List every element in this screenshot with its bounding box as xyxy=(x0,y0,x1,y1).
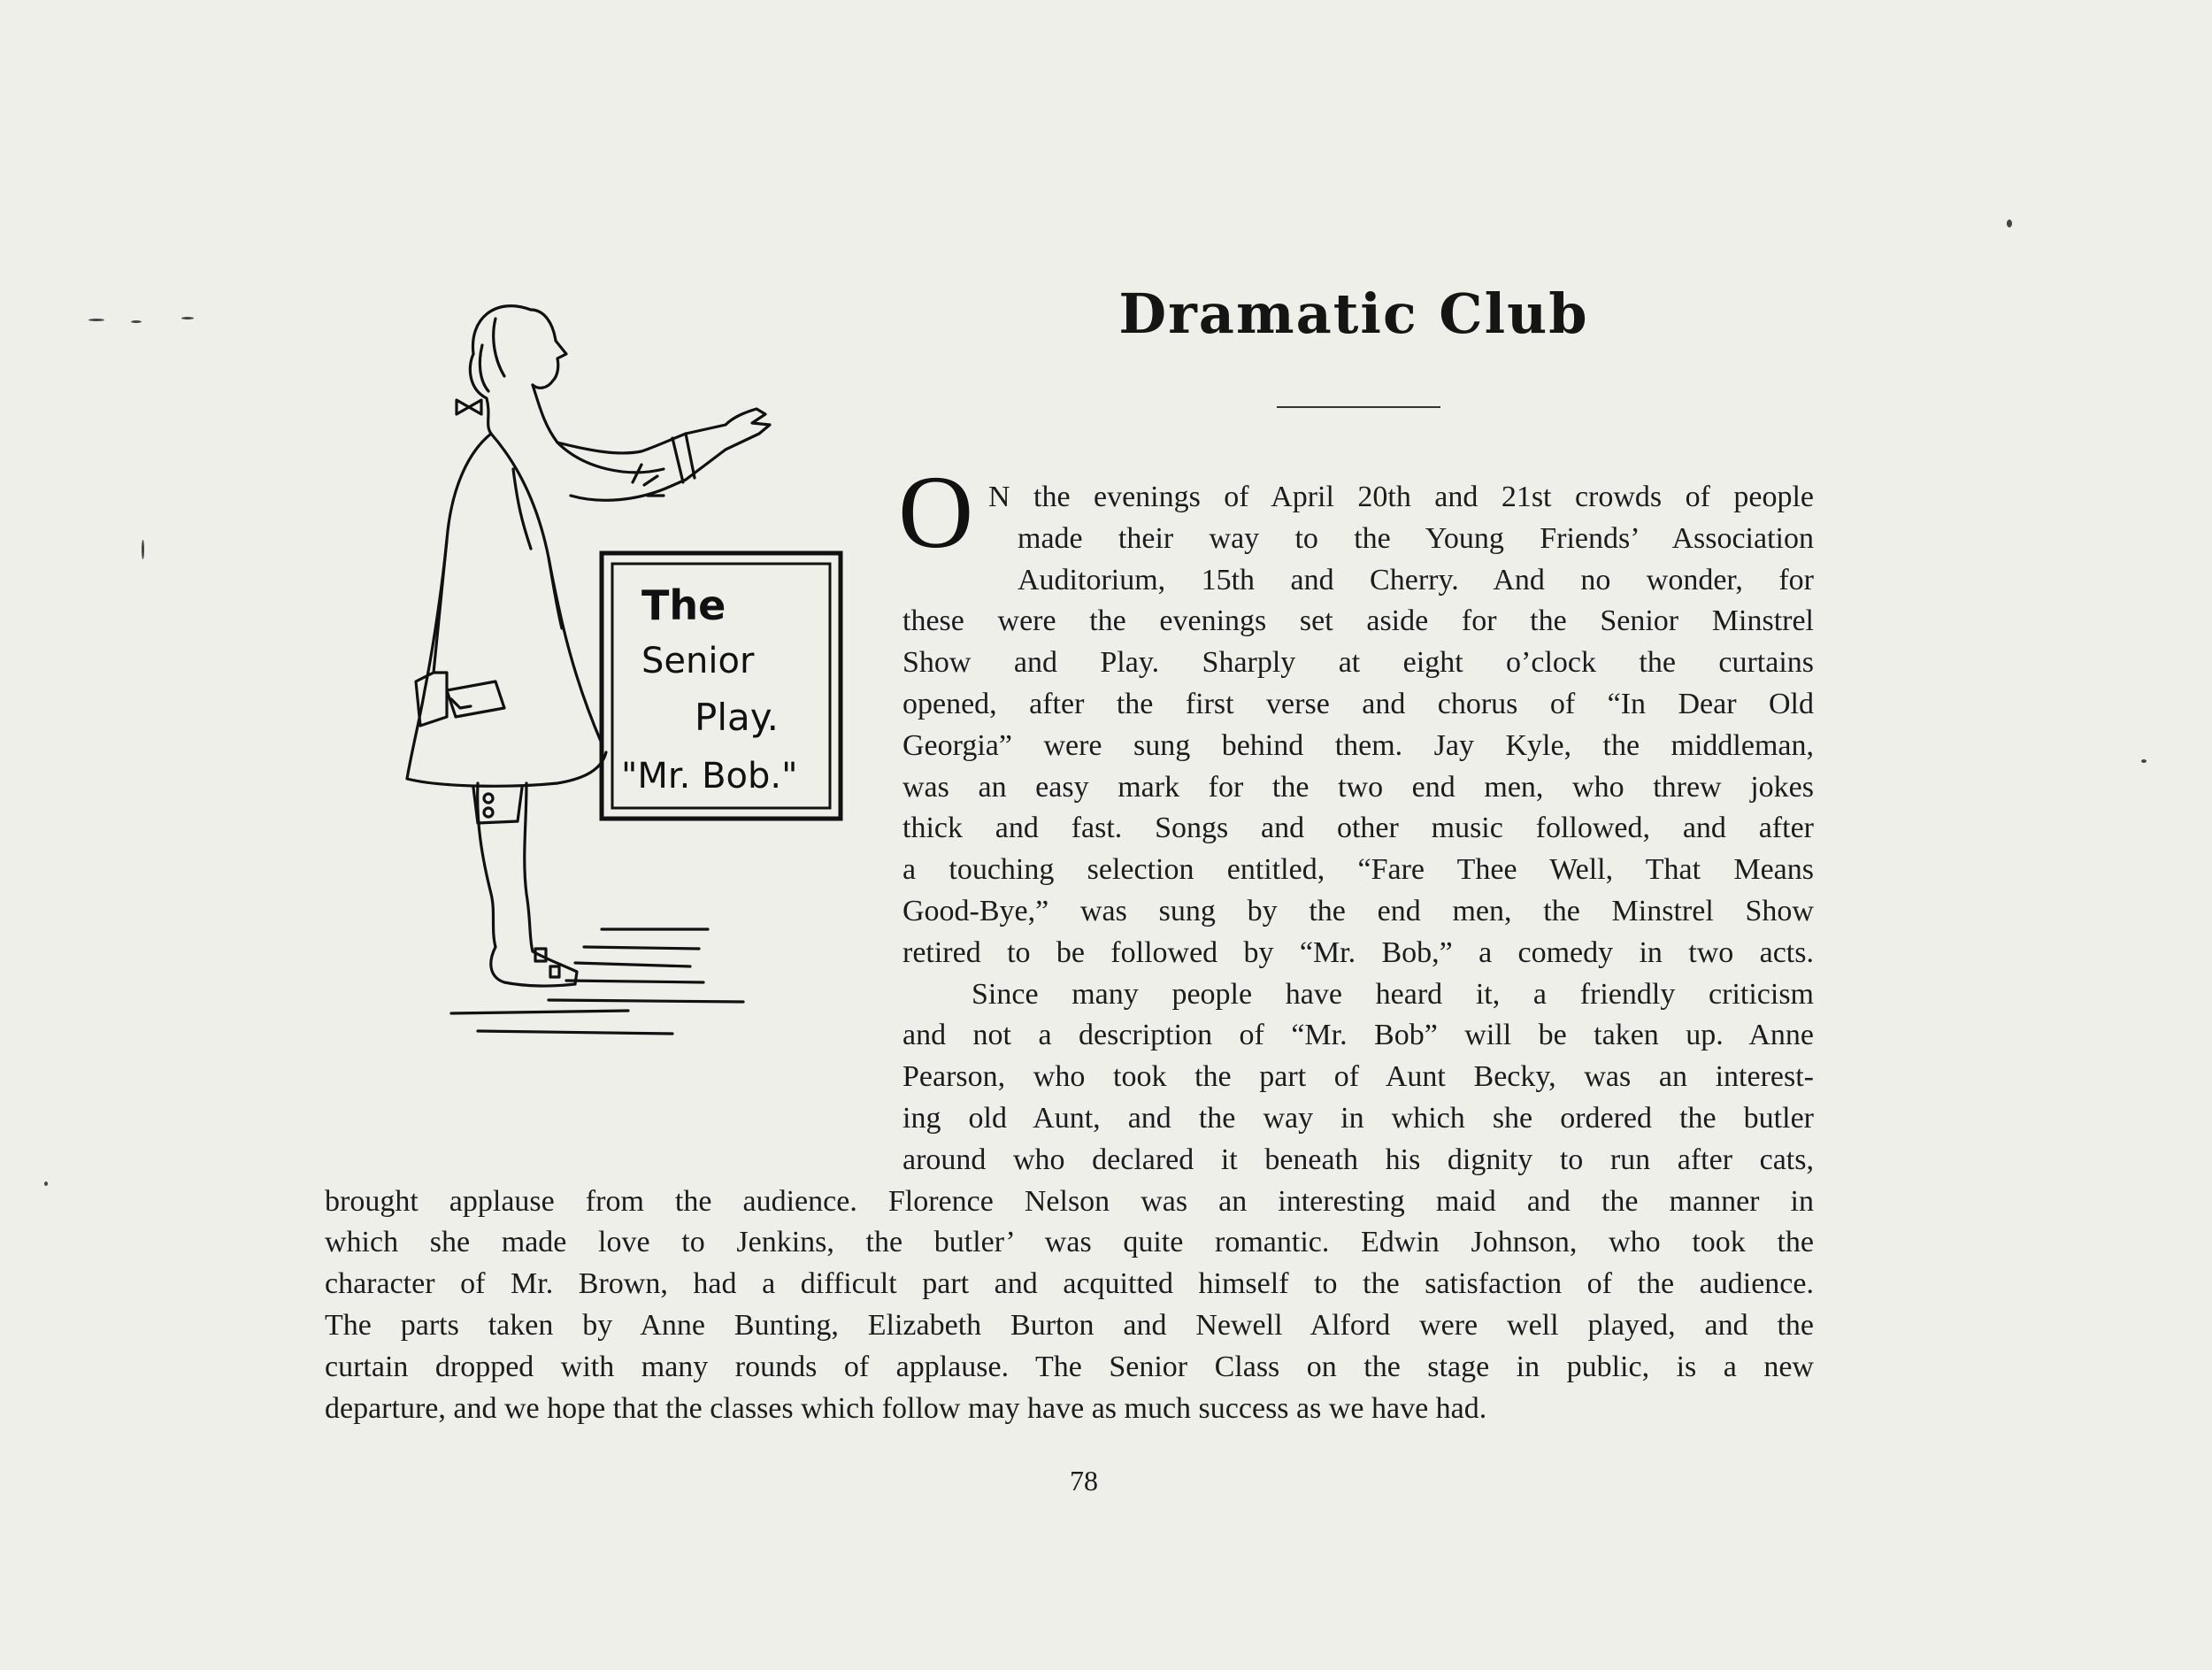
paper-speck xyxy=(2007,219,2012,227)
page-title: Dramatic Club xyxy=(1118,281,1589,346)
text-line: The parts taken by Anne Bunting, Elizabeth Burton and Newell Alford were well played, and the xyxy=(325,1308,1814,1342)
text-line: Pearson, who took the part of Aunt Becky, was an interest- xyxy=(902,1060,1814,1094)
text-line: character of Mr. Brown, had a difficult part and acquitted himself to the satisfaction of the audience. xyxy=(325,1267,1814,1301)
page-number: 78 xyxy=(1070,1465,1098,1497)
article-full-width xyxy=(325,1181,1814,1430)
text-line: ing old Aunt, and the way in which she ordered the butler xyxy=(902,1101,1814,1135)
sign-line-the: The xyxy=(641,581,726,629)
text-line: Georgia” were sung behind them. Jay Kyle, the middleman, xyxy=(902,728,1814,762)
text-line: opened, after the first verse and chorus of “In Dear Old xyxy=(902,687,1814,720)
text-line: was an easy mark for the two end men, who threw jokes xyxy=(902,770,1814,804)
text-line: a touching selection entitled, “Fare Thee Well, That Means xyxy=(902,853,1814,887)
article-opening-2 xyxy=(1018,519,1814,602)
text-line: curtain dropped with many rounds of applause. The Senior Class on the stage in public, is a new xyxy=(325,1350,1814,1383)
paper-speck xyxy=(181,317,194,319)
text-line: Since many people have heard it, a friendly criticism xyxy=(972,977,1814,1011)
text-line: around who declared it beneath his dignity to run after cats, xyxy=(902,1143,1814,1176)
text-line: retired to be followed by “Mr. Bob,” a comedy in two acts. xyxy=(902,935,1814,969)
text-line: these were the evenings set aside for the Senior Minstrel xyxy=(902,604,1814,638)
article-opening xyxy=(988,477,1814,519)
text-line: Auditorium, 15th and Cherry. And no wonder, for xyxy=(1018,563,1814,596)
sign-line-title: "Mr. Bob." xyxy=(621,756,798,797)
text-line: and not a description of “Mr. Bob” will be taken up. Anne xyxy=(902,1019,1814,1052)
paper-speck xyxy=(142,540,144,559)
drop-cap: O xyxy=(898,454,974,570)
text-line: N the evenings of April 20th and 21st crowds of people xyxy=(988,481,1814,513)
paper-speck xyxy=(44,1181,48,1186)
text-line: thick and fast. Songs and other music followed, and after xyxy=(902,812,1814,845)
paper-speck xyxy=(2141,759,2147,763)
text-line: made their way to the Young Friends’ Association xyxy=(1018,521,1814,555)
paper-speck xyxy=(131,320,142,323)
text-line: brought applause from the audience. Florence Nelson was an interesting maid and the manner in xyxy=(325,1184,1814,1218)
title-divider xyxy=(1277,406,1440,408)
article-column xyxy=(902,601,1814,1181)
text-line: departure, and we hope that the classes which follow may have as much success as we have had. xyxy=(325,1391,1487,1425)
text-line: Show and Play. Sharply at eight o’clock the curtains xyxy=(902,646,1814,680)
text-line: which she made love to Jenkins, the butler’ was quite romantic. Edwin Johnson, who took the xyxy=(325,1226,1814,1259)
paper-speck xyxy=(88,319,104,321)
senior-play-illustration xyxy=(336,292,885,1053)
text-line: Good-Bye,” was sung by the end men, the Minstrel Show xyxy=(902,894,1814,927)
sign-line-senior: Senior xyxy=(641,641,755,681)
sign-line-play: Play. xyxy=(695,696,779,739)
